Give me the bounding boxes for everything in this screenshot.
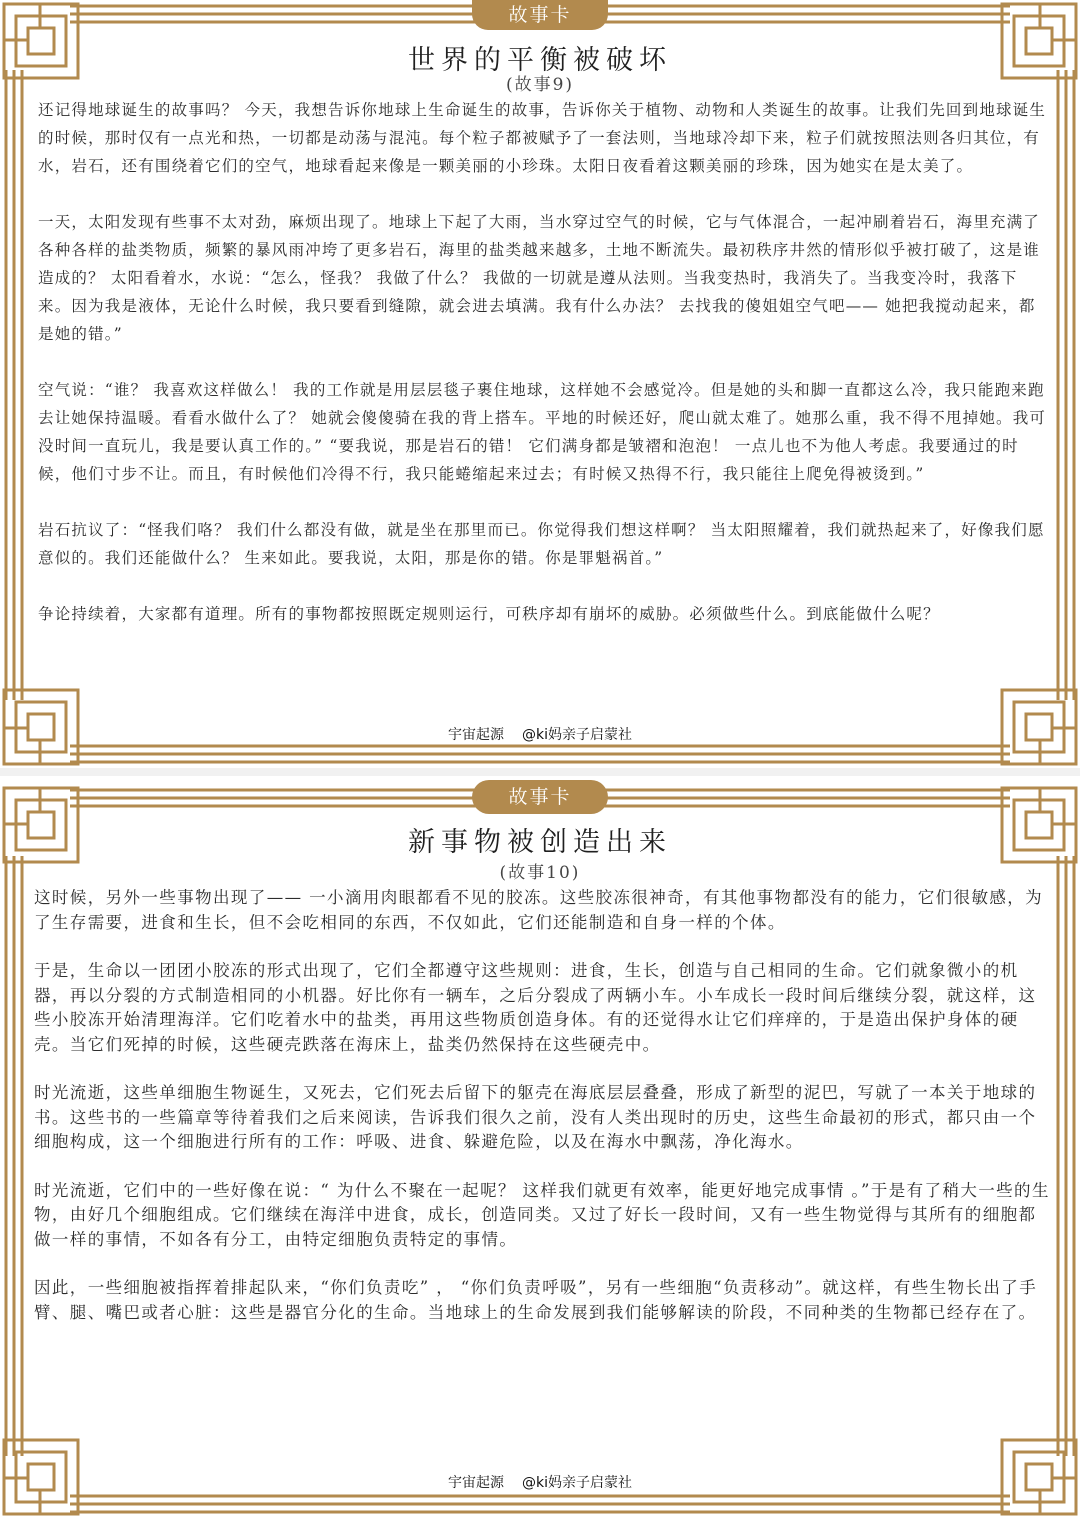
- story-title: 新事物被创造出来: [408, 827, 672, 858]
- story-card-10: [0, 776, 1080, 1518]
- story-card-badge: 故事卡: [472, 780, 608, 814]
- story-body: [38, 96, 1048, 628]
- footer-series: 宇宙起源: [448, 727, 504, 743]
- story-card-badge: 故事卡: [472, 0, 608, 30]
- story-number: (故事9): [505, 75, 575, 95]
- footer-author: @ki妈亲子启蒙社: [522, 727, 632, 743]
- story-number: (故事10): [499, 863, 581, 883]
- card-footer: [0, 724, 1080, 744]
- paragraph: 岩石抗议了：“怪我们咯？ 我们什么都没有做，就是坐在那里而已。你觉得我们想这样啊？ 当太阳照耀着，我们就热起来了，好像我们愿意似的。我们还能做什么？ 生来如此。要我说，太阳，那是你的错。你是罪魁祸首。”: [38, 521, 1045, 567]
- paragraph: 于是，生命以一团团小胶冻的形式出现了，它们全都遵守这些规则：进食，生长，创造与自己相同的生命。它们就象微小的机器，再以分裂的方式制造相同的小机器。好比你有一辆车，之后分裂成了两辆小车。小车成长一段时间后继续分裂，就这样，这些小胶冻开始清理海洋。它们吃着水中的盐类，再用这些物质创造身体。有的还觉得水让它们痒痒的，于是造出保护身体的硬壳。当它们死掉的时候，这些硬壳跌落在海床上，盐类仍然保持在这些硬壳中。: [34, 961, 1037, 1054]
- footer-series: 宇宙起源: [448, 1475, 504, 1491]
- card-footer: [0, 1472, 1080, 1492]
- paragraph: 还记得地球诞生的故事吗？ 今天，我想告诉你地球上生命诞生的故事，告诉你关于植物、动物和人类诞生的故事。让我们先回到地球诞生的时候，那时仅有一点光和热，一切都是动荡与混沌。每个粒子都被赋予了一套法则，当地球冷却下来，粒子们就按照法则各归其位，有水，岩石，还有围绕着它们的空气，地球看起来像是一颗美丽的小珍珠。太阳日夜看着这颗美丽的珍珠，因为她实在是太美了。: [38, 101, 1047, 175]
- story-title: 世界的平衡被破坏: [408, 45, 672, 76]
- footer-author: @ki妈亲子启蒙社: [522, 1475, 632, 1491]
- paragraph: 争论持续着，大家都有道理。所有的事物都按照既定规则运行，可秩序却有崩坏的威胁。必须做些什么。到底能做什么呢？: [38, 605, 940, 623]
- paragraph: 这时候，另外一些事物出现了—— 一小滴用肉眼都看不见的胶冻。这些胶冻很神奇，有其他事物都没有的能力，它们很敏感，为了生存需要，进食和生长，但不会吃相同的东西，不仅如此，它们还能制造和自身一样的个体。: [34, 888, 1044, 932]
- paragraph: 时光流逝，它们中的一些好像在说：“ 为什么不聚在一起呢？ 这样我们就更有效率，能更好地完成事情 。”于是有了稍大一些的生物，由好几个细胞组成。它们继续在海洋中进食，成长，创造同类。又过了好长一段时间，又有一些生物觉得与其所有的细胞都做一样的事情，不如各有分工，由特定细胞负责特定的事情。: [34, 1180, 1050, 1249]
- paragraph: 时光流逝，这些单细胞生物诞生，又死去，它们死去后留下的躯壳在海底层层叠叠，形成了新型的泥巴，写就了一本关于地球的书。这些书的一些篇章等待着我们之后来阅读，告诉我们很久之前，没有人类出现时的历史，这些生命最初的形式，都只由一个细胞构成，这一个细胞进行所有的工作：呼吸、进食、躲避危险，以及在海水中飘荡，净化海水。: [34, 1083, 1037, 1151]
- paragraph: 空气说：“谁？ 我喜欢这样做么！ 我的工作就是用层层毯子裹住地球，这样她不会感觉冷。但是她的头和脚一直都这么冷，我只能跑来跑去让她保持温暖。看看水做什么了？ 她就会傻傻骑在我的背上搭车。平地的时候还好，爬山就太难了。她那么重，我不得不甩掉她。我可没时间一直玩儿，我是要认真工作的。” “要我说，那是岩石的错！ 它们满身都是皱褶和泡泡！ 一点儿也不为他人考虑。我要通过的时候，他们寸步不让。而且，有时候他们冷得不行，我只能蜷缩起来过去；有时候又热得不行，我只能往上爬免得被烫到。”: [38, 381, 1047, 483]
- paragraph: 因此，一些细胞被指挥着排起队来，“你们负责吃” ， “你们负责呼吸”，另有一些细胞“负责移动”。就这样，有些生物长出了手臂、腿、嘴巴或者心脏：这些是器官分化的生命。当地球上的生命发展到我们能够解读的阶段，不同种类的生物都已经存在了。: [34, 1278, 1038, 1322]
- paragraph: 一天，太阳发现有些事不太对劲，麻烦出现了。地球上下起了大雨，当水穿过空气的时候，它与气体混合，一起冲刷着岩石，海里充满了各种各样的盐类物质，频繁的暴风雨冲垮了更多岩石，海里的盐类越来越多，土地不断流失。最初秩序井然的情形似乎被打破了，这是谁造成的？ 太阳看着水，水说：“怎么，怪我？ 我做了什么？ 我做的一切就是遵从法则。当我变热时，我消失了。当我变冷时，我落下来。因为我是液体，无论什么时候，我只要看到缝隙，就会进去填满。我有什么办法？ 去找我的傻姐姐空气吧—— 她把我搅动起来，都是她的错。”: [38, 213, 1041, 343]
- card-separator: [0, 768, 1080, 776]
- story-body: [34, 886, 1050, 1325]
